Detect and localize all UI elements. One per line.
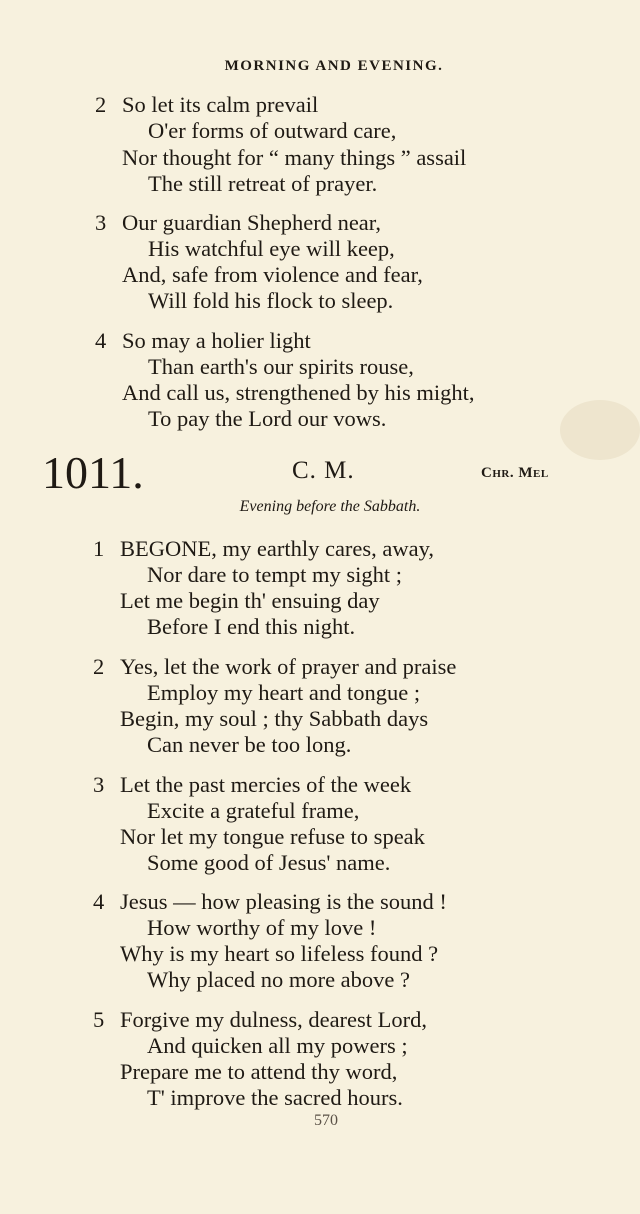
- verse-line: Jesus — how pleasing is the sound !: [120, 889, 447, 914]
- stanza-number: 1: [93, 536, 105, 561]
- stanza-number: 2: [95, 92, 107, 117]
- verse-line: And, safe from violence and fear,: [122, 262, 423, 287]
- verse-line: His watchful eye will keep,: [148, 236, 395, 261]
- stanza-number: 2: [93, 654, 105, 679]
- verse-line: Employ my heart and tongue ;: [147, 680, 421, 705]
- verse-line: And quicken all my powers ;: [147, 1033, 408, 1058]
- verse-line: Some good of Jesus' name.: [147, 850, 391, 875]
- verse-line: Nor let my tongue refuse to speak: [120, 824, 425, 849]
- stanza-number: 4: [93, 889, 105, 914]
- hymn-tune: Chr. Mel: [481, 465, 549, 481]
- running-head: MORNING AND EVENING.: [224, 58, 444, 74]
- verse-line: Can never be too long.: [147, 732, 352, 757]
- verse-line: So let its calm prevail: [122, 92, 319, 117]
- verse-line: Let me begin th' ensuing day: [120, 588, 380, 613]
- verse-line: To pay the Lord our vows.: [148, 406, 387, 431]
- stanza-number: 3: [93, 772, 105, 797]
- verse-line: Than earth's our spirits rouse,: [148, 354, 414, 379]
- verse-line: O'er forms of outward care,: [148, 118, 397, 143]
- stanza-number: 3: [95, 210, 107, 235]
- stanza-number: 4: [95, 328, 107, 353]
- verse-line: Prepare me to attend thy word,: [120, 1059, 398, 1084]
- verse-line: How worthy of my love !: [147, 915, 377, 940]
- verse-line: Begin, my soul ; thy Sabbath days: [120, 706, 429, 731]
- hymn-subtitle: Evening before the Sabbath.: [239, 498, 421, 515]
- verse-line: T' improve the sacred hours.: [147, 1085, 403, 1110]
- stanza-number: 5: [93, 1007, 105, 1032]
- verse-line: Before I end this night.: [147, 614, 356, 639]
- page-number: 570: [314, 1112, 338, 1129]
- verse-line: BEGONE, my earthly cares, away,: [120, 536, 435, 561]
- hymn-meter: C. M.: [292, 457, 355, 484]
- verse-line: Nor thought for “ many things ” assail: [122, 145, 467, 170]
- verse-line: Will fold his flock to sleep.: [148, 288, 394, 313]
- verse-line: Our guardian Shepherd near,: [122, 210, 382, 235]
- paper-stain: [560, 400, 640, 460]
- verse-line: Why placed no more above ?: [147, 967, 411, 992]
- hymn-number: 1011.: [42, 447, 144, 498]
- verse-line: Forgive my dulness, dearest Lord,: [120, 1007, 428, 1032]
- verse-line: Yes, let the work of prayer and praise: [120, 654, 457, 679]
- verse-line: Excite a grateful frame,: [147, 798, 360, 823]
- verse-line: Why is my heart so lifeless found ?: [120, 941, 439, 966]
- verse-line: Let the past mercies of the week: [120, 772, 412, 797]
- verse-line: Nor dare to tempt my sight ;: [147, 562, 402, 587]
- verse-line: And call us, strengthened by his might,: [122, 380, 475, 405]
- verse-line: So may a holier light: [122, 328, 311, 353]
- verse-line: The still retreat of prayer.: [148, 171, 378, 196]
